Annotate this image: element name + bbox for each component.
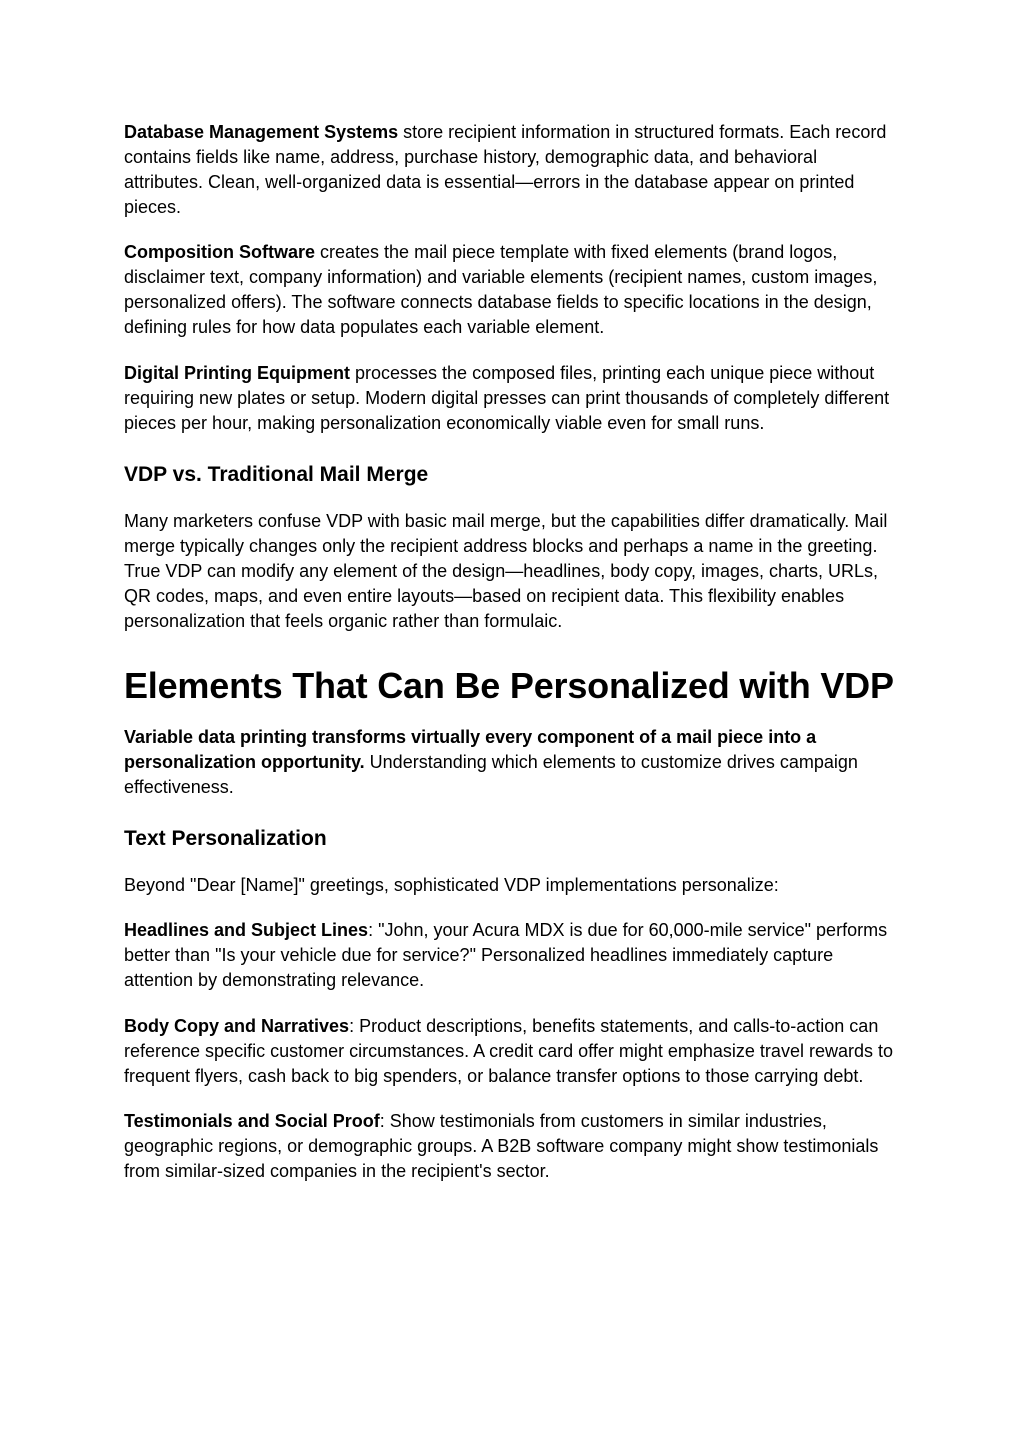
testimonials-text: : Show testimonials from customers in similar industries, geographic regions, or demographic groups. A B2B software company might show testimonials from similar-sized companies in the recipient's sector. bbox=[124, 1111, 879, 1181]
elements-intro-paragraph bbox=[124, 725, 900, 800]
text-intro-paragraph: Beyond "Dear [Name]" greetings, sophisticated VDP implementations personalize: bbox=[124, 875, 779, 895]
db-text: store recipient information in structured formats. Each record contains fields like name, address, purchase history, demographic data, and behavioral attributes. Clean, well-organized data is essential—errors in the database appear on printed pieces. bbox=[124, 122, 887, 217]
body-copy-term: Body Copy and Narratives bbox=[124, 1016, 350, 1036]
elements-intro-text: Understanding which elements to customize drives campaign effectiveness. bbox=[124, 752, 858, 797]
text-personalization-heading: Text Personalization bbox=[124, 827, 327, 850]
headlines-text: : "John, your Acura MDX is due for 60,000-mile service" performs better than "Is your vehicle due for service?" Personalized headlines immediately capture attention by demonstrating relevance. bbox=[124, 920, 888, 990]
vdp-vs-paragraph: Many marketers confuse VDP with basic mail merge, but the capabilities differ dramatically. Mail merge typically changes only the recipient address blocks and perhaps a name in the greeting. True VDP can modify any element of the design—headlines, body copy, images, charts, URLs, QR codes, maps, and even entire layouts—based on recipient data. This flexibility enables personalization that feels organic rather than formulaic. bbox=[124, 511, 888, 631]
elements-intro-bold: Variable data printing transforms virtually every component of a mail piece into a personalization opportunity. bbox=[124, 727, 817, 772]
composition-text: creates the mail piece template with fixed elements (brand logos, disclaimer text, company information) and variable elements (recipient names, custom images, personalized offers). The software connects database fields to specific locations in the design, defining rules for how data populates each variable element. bbox=[124, 242, 878, 337]
db-term: Database Management Systems bbox=[124, 122, 399, 142]
printing-paragraph bbox=[124, 361, 900, 436]
vdp-vs-heading: VDP vs. Traditional Mail Merge bbox=[124, 463, 429, 486]
headlines-term: Headlines and Subject Lines bbox=[124, 920, 369, 940]
testimonials-paragraph bbox=[124, 1109, 900, 1184]
body-copy-paragraph bbox=[124, 1014, 900, 1089]
body-copy-text: : Product descriptions, benefits statements, and calls-to-action can reference specific customer circumstances. A credit card offer might emphasize travel rewards to frequent flyers, cash back to big spenders, or balance transfer options to those carrying debt. bbox=[124, 1016, 893, 1086]
elements-heading: Elements That Can Be Personalized with VDP bbox=[124, 665, 894, 706]
db-paragraph bbox=[124, 120, 900, 220]
composition-term: Composition Software bbox=[124, 242, 316, 262]
headlines-paragraph bbox=[124, 918, 900, 993]
testimonials-term: Testimonials and Social Proof bbox=[124, 1111, 380, 1131]
document-page bbox=[124, 120, 900, 1184]
printing-term: Digital Printing Equipment bbox=[124, 363, 350, 383]
composition-paragraph bbox=[124, 240, 900, 340]
printing-text: processes the composed files, printing each unique piece without requiring new plates or setup. Modern digital presses can print thousands of completely different pieces per hour, making personalization economically viable even for small runs. bbox=[124, 363, 890, 433]
